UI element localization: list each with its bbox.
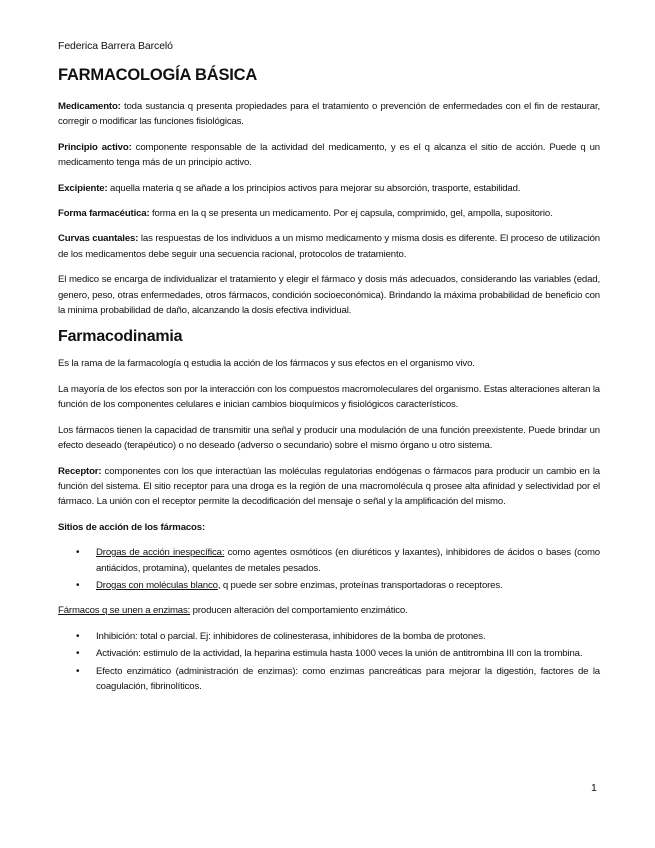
bullet-icon: • — [76, 547, 80, 559]
bullet-icon: • — [76, 648, 80, 660]
definition-excipiente: Excipiente: aquella materia q se añade a los principios activos para mejorar su absorción, trasporte, estabilidad. — [58, 182, 521, 194]
subheading-sitios-de-accion: Sitios de acción de los fármacos: — [58, 521, 205, 533]
page-header-author: Federica Barrera Barceló — [58, 40, 173, 52]
page-number: 1 — [591, 782, 597, 794]
list-item: • Activación: estimulo de la actividad, la heparina estimula hasta 1000 veces la unión de antitrombina III con la trombina. — [96, 646, 600, 661]
definition-receptor: Receptor: componentes con los que interactúan las moléculas regulatorias endógenas o fármacos para producir un cambio en la función del sistema. El sitio receptor para una droga es la región de una macromolécula q prosee alta afinidad y selectividad por el fármaco. La unión con el receptor permite la decodificación del mensaje o señal y la amplificación del mismo. — [58, 465, 600, 508]
enzimas-list — [58, 629, 600, 695]
definition-curvas-cuantales: Curvas cuantales: las respuestas de los individuos a un mismo medicamento y misma dosis es diferente. El proceso de utilización de los medicamentos debe seguir una secuencia racional, protocolos de tratamiento. — [58, 233, 600, 260]
term: Excipiente — [58, 182, 105, 194]
term: Forma farmacéutica — [58, 208, 147, 220]
bullet-icon: • — [76, 579, 80, 591]
term: Medicamento — [58, 101, 118, 112]
term: Curvas cuantales — [58, 233, 136, 245]
list-item: • Efecto enzimático (administración de enzimas): como enzimas pancreáticas para mejorar la digestión, factores de la coagulación, fibrinolíticos. — [76, 665, 600, 692]
sitios-list — [58, 545, 600, 593]
paragraph: La mayoría de los efectos son por la interacción con los compuestos macromoleculares del organismo. Estas alteraciones alteran la función de los componentes celulares e inician cambios bioquímicos y fisiológicos característicos. — [58, 383, 600, 411]
list-item: • Inhibición: total o parcial. Ej: inhibidores de colinesterasa, inhibidores de la bomba de protones. — [96, 629, 600, 644]
bullet-icon: • — [76, 630, 80, 642]
list-item: • Drogas con moléculas blanco, q puede ser sobre enzimas, proteínas transportadoras o receptores. — [96, 578, 600, 593]
document-title: FARMACOLOGÍA BÁSICA — [58, 66, 258, 84]
definition-forma-farmaceutica: Forma farmacéutica: forma en la q se presenta un medicamento. Por ej capsula, comprimido, gel, ampolla, supositorio. — [58, 208, 553, 220]
document-body — [58, 66, 600, 704]
paragraph: Es la rama de la farmacología q estudia la acción de los fármacos y sus efectos en el organismo vivo. — [58, 358, 475, 370]
bullet-icon: • — [76, 665, 80, 677]
paragraph-individualizar: El medico se encarga de individualizar el tratamiento y elegir el fármaco y dosis más adecuados, considerando las variables (edad, genero, peso, otras enfermedades, otros fármacos, condición socioeconómica). Brindando la máxima probabilidad de beneficio con la minima probabilidad de daño, alcanzando la dosis efectiva individual. — [58, 274, 600, 317]
definition-medicamento: Medicamento: toda sustancia q presenta propiedades para el tratamiento o prevención de enfermedades con el fin de restaurar, corregir o modificar las funciones fisiológicas. — [58, 101, 600, 128]
section-heading-farmacodinamia: Farmacodinamia — [58, 328, 183, 346]
term: Receptor — [58, 465, 99, 477]
definition-principio-activo: Principio activo: componente responsable de la actividad del medicamento, y es el q alcanza el sitio de acción. Puede q un medicamento tenga más de un principio activo. — [58, 141, 600, 169]
paragraph-enzimas: Fármacos q se unen a enzimas: producen alteración del comportamiento enzimático. — [58, 605, 408, 617]
term: Principio activo — [58, 141, 129, 153]
paragraph: Los fármacos tienen la capacidad de transmitir una señal y producir una modulación de una función preexistente. Puede brindar un efecto deseado (terapéutico) o no deseado (adverso o secundario) sobre el mismo órgano u otro sistema. — [58, 424, 600, 452]
list-item: • Drogas de acción inespecífica: como agentes osmóticos (en diuréticos y laxantes), inhibidores de ácidos o bases (como antiácidos, protamina), quelantes de metales pesados. — [76, 547, 600, 574]
